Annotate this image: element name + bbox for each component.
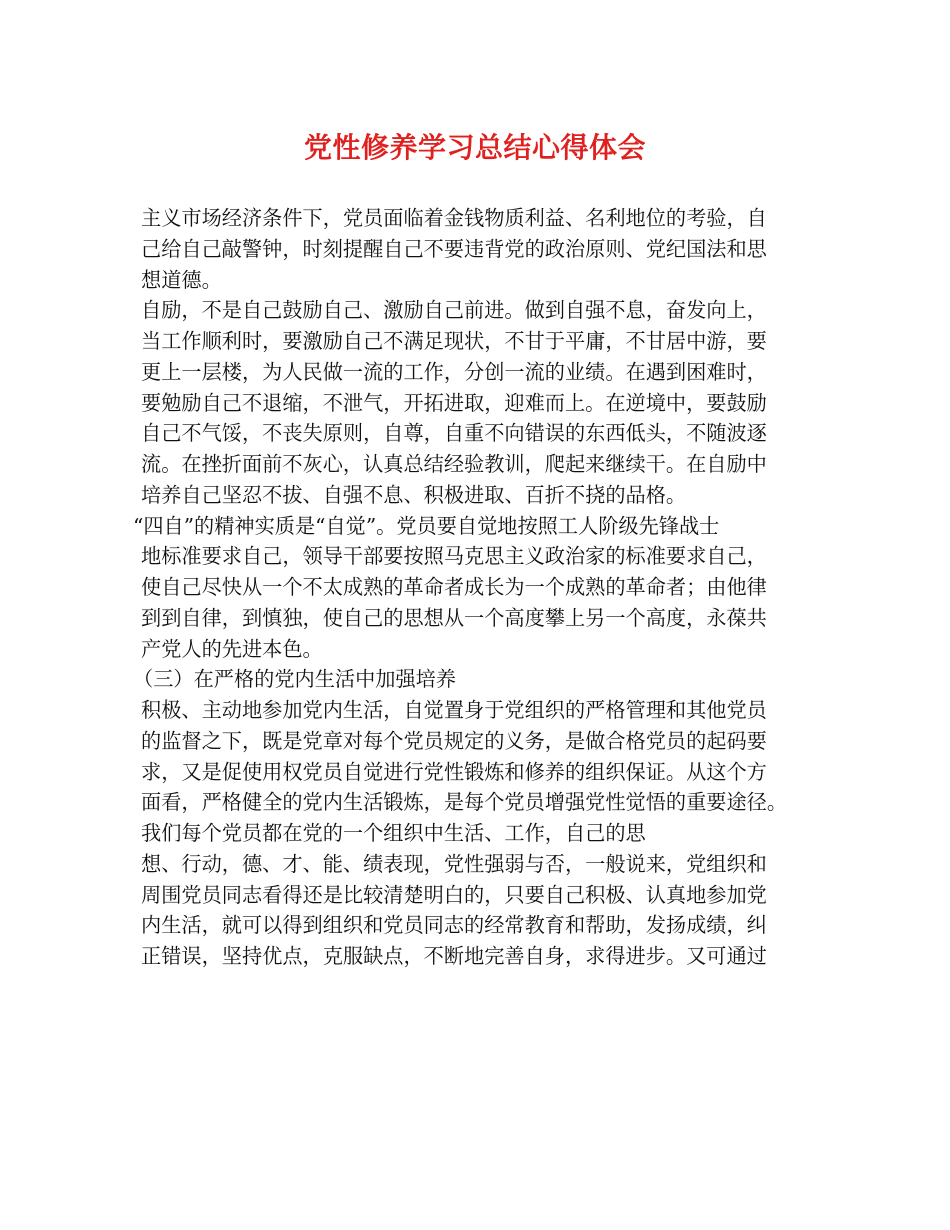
text-line: 想、行动，德、才、能、绩表现，党性强弱与否，一般说来，党组织和 — [141, 851, 767, 876]
text-line: “四自”的精神实质是“自觉”。党员要自觉地按照工人阶级先锋战士 — [133, 513, 720, 538]
text-line: 自己不气馁，不丧失原则，自尊，自重不向错误的东西低头，不随波逐 — [141, 421, 767, 446]
text-line: 当工作顺利时，要激励自己不满足现状，不甘于平庸，不甘居中游，要 — [141, 329, 767, 353]
text-line: 到到自律，到慎独，使自己的思想从一个高度攀上另一个高度，永葆共 — [141, 605, 767, 630]
text-line: 更上一层楼，为人民做一流的工作，分创一流的业绩。在遇到困难时， — [141, 359, 767, 384]
text-line: （三）在严格的党内生活中加强培养 — [133, 667, 457, 692]
text-line: 正错误，坚持优点，克服缺点，不断地完善自身，求得进步。又可通过 — [141, 944, 767, 968]
text-line: 周围党员同志看得还是比较清楚明白的，只要自己积极、认真地参加党 — [141, 882, 767, 907]
text-line: 积极、主动地参加党内生活，自觉置身于党组织的严格管理和其他党员 — [141, 698, 767, 722]
text-line: 想道德。 — [141, 267, 222, 292]
text-line: 内生活，就可以得到组织和党员同志的经常教育和帮助，发扬成绩，纠 — [141, 913, 767, 938]
text-line: 己给自己敲警钟，时刻提醒自己不要违背党的政治原则、党纪国法和思 — [141, 236, 767, 261]
text-line: 求，又是促使用权党员自觉进行党性锻炼和修养的组织保证。从这个方 — [141, 759, 767, 784]
text-line: 要勉励自己不退缩，不泄气，开拓进取，迎难而上。在逆境中，要鼓励 — [141, 390, 767, 415]
text-line: 我们每个党员都在党的一个组织中生活、工作，自己的思 — [141, 821, 646, 845]
text-line: 自励，不是自己鼓励自己、激励自己前进。做到自强不息，奋发向上， — [141, 298, 767, 323]
text-line: 的监督之下，既是党章对每个党员规定的义务，是做合格党员的起码要 — [141, 728, 767, 753]
document-body — [133, 203, 831, 972]
text-line: 培养自己坚忍不拔、自强不息、积极进取、百折不挠的品格。 — [141, 482, 687, 507]
text-line: 主义市场经济条件下，党员面临着金钱物质利益、名利地位的考验，自 — [141, 206, 767, 230]
document-title: 党性修养学习总结心得体会 — [303, 131, 646, 164]
text-line: 产党人的先进本色。 — [141, 636, 323, 661]
text-line: 使自己尽快从一个不太成熟的革命者成长为一个成熟的革命者；由他律 — [141, 575, 767, 599]
text-line: 地标准要求自己，领导干部要按照马克思主义政治家的标准要求自己， — [141, 544, 767, 569]
text-line: 流。在挫折面前不灰心，认真总结经验教训，爬起来继续干。在自励中 — [141, 452, 767, 476]
text-line: 面看，严格健全的党内生活锻炼，是每个党员增强党性觉悟的重要途径。 — [141, 790, 788, 815]
